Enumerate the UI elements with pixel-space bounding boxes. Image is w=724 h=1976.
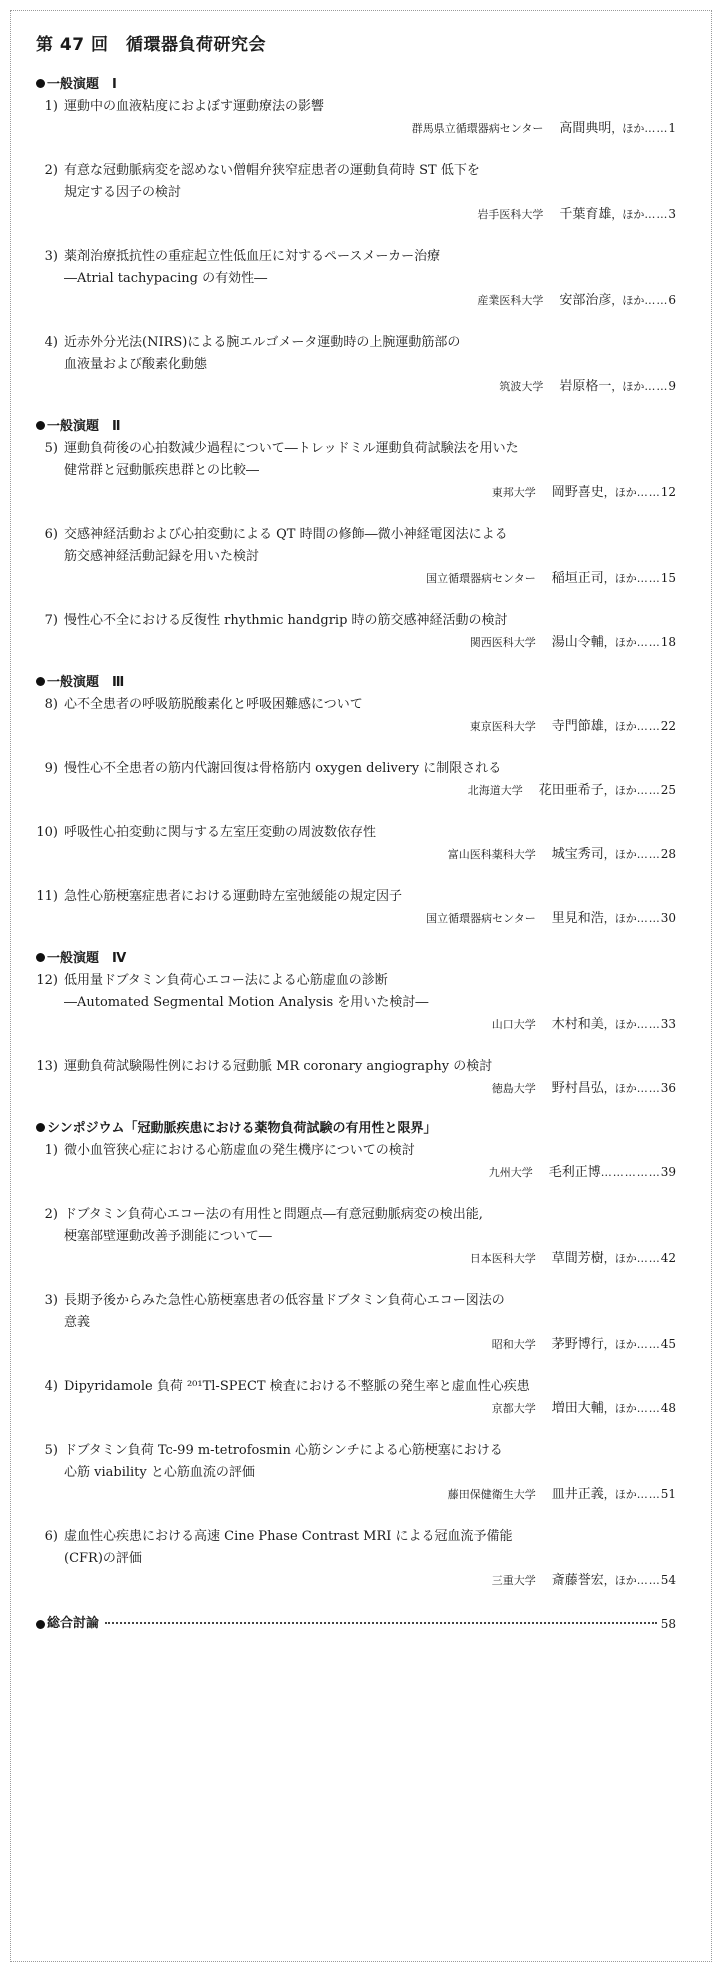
author-name: 増田大輔 [551,1401,604,1416]
entry-title-text: 交感神経活動および心拍変動による QT 時間の修飾―微小神経電図法による [64,527,508,542]
entry-title-continuation [36,460,688,482]
entry-reference [36,1334,688,1354]
entry-title-line [36,1290,688,1312]
entry-reference [36,1248,688,1268]
entry-title-text: 呼吸性心拍変動に関与する左室圧変動の周波数依存性 [64,825,377,840]
affiliation: 藤田保健衛生大学 [447,1488,536,1501]
page-number: 51 [660,1487,676,1501]
toc-section [36,418,688,652]
toc-entry [36,970,688,1034]
page-number: 48 [660,1401,676,1415]
leader-dots: …… [636,1252,661,1265]
toc-section [36,950,688,1098]
et-al-suffix: ，ほか [603,1402,637,1415]
toc-content [36,34,688,1634]
entry-title-text: 長期予後からみた急性心筋梗塞患者の低容量ドブタミン負荷心エコー図法の [64,1293,505,1308]
author-name: 茅野博行 [551,1337,604,1352]
affiliation: 筑波大学 [499,380,544,393]
entry-number: 9) [44,761,58,776]
entry-title-line [36,1204,688,1226]
entry-title-line [36,1440,688,1462]
et-al-suffix: ，ほか [603,784,637,797]
entry-reference [36,482,688,502]
toc-entry [36,1440,688,1504]
toc-entry [36,1526,688,1590]
entry-title-continuation [36,1462,688,1484]
leader-dots: …… [636,1082,661,1095]
affiliation: 山口大学 [491,1018,536,1031]
entry-reference [36,118,688,138]
page-number: 36 [660,1081,676,1095]
entry-reference [36,1484,688,1504]
leader-dots: …… [644,122,669,135]
et-al-suffix: ，ほか [603,1488,637,1501]
entry-number: 6) [44,527,58,542]
author-name: 高間典明 [559,121,612,136]
entry-title-text: ―Automated Segmental Motion Analysis を用いた検討― [64,995,429,1010]
entry-title-text: 薬剤治療抵抗性の重症起立性低血圧に対するペースメーカー治療 [64,249,441,264]
entry-reference [36,1014,688,1034]
leader-dots: …… [636,720,661,733]
entry-reference [36,568,688,588]
entry-reference [36,1162,688,1182]
toc-entry [36,886,688,928]
entry-title-text: 規定する因子の検討 [64,185,182,200]
entry-title-line [36,1376,688,1398]
entry-number: 3) [44,1293,58,1308]
affiliation: 九州大学 [488,1166,533,1179]
author-name: 千葉育雄 [559,207,612,222]
section-heading [36,674,688,692]
affiliation: 東邦大学 [491,486,536,499]
entry-title-text: 血液量および酸素化動態 [64,357,208,372]
entry-title-line [36,886,688,908]
entry-title-text: 虚血性心疾患における高速 Cine Phase Contrast MRI による冠血流予備能 [64,1529,513,1544]
entry-title-line [36,822,688,844]
et-al-suffix: ，ほか [603,636,637,649]
toc-entry [36,96,688,138]
entry-title-text: 運動負荷試験陽性例における冠動脈 MR coronary angiography の検討 [64,1059,493,1074]
et-al-suffix: ，ほか [603,572,637,585]
entry-title-line [36,1526,688,1548]
author-name: 岡野喜史 [551,485,604,500]
bullet-icon [36,79,45,88]
page-number: 3 [668,207,676,221]
entry-number: 2) [44,1207,58,1222]
affiliation: 国立循環器病センター [426,572,536,585]
page-number: 28 [660,847,676,861]
author-name: 岩原格一 [559,379,612,394]
page-number: 45 [660,1337,676,1351]
entry-reference [36,290,688,310]
entry-number: 4) [44,335,58,350]
entry-number: 13) [36,1059,58,1074]
leader-dots: …… [636,1488,661,1501]
page-number: 54 [660,1573,676,1587]
entry-title-text: 梗塞部壁運動改善予測能について― [64,1229,272,1244]
affiliation: 岩手医科大学 [477,208,544,221]
et-al-suffix: ，ほか [603,1338,637,1351]
affiliation: 富山医科薬科大学 [447,848,536,861]
affiliation: 関西医科大学 [469,636,536,649]
author-name: 里見和浩 [551,911,604,926]
page-number: 39 [660,1165,676,1179]
et-al-suffix: ，ほか [603,486,637,499]
entry-title-continuation [36,182,688,204]
leader-dots: …… [644,208,669,221]
toc-entry [36,332,688,396]
et-al-suffix: ，ほか [611,380,645,393]
entry-title-continuation [36,354,688,376]
entry-reference [36,1078,688,1098]
author-name: 寺門節雄 [551,719,604,734]
author-name: 野村昌弘 [551,1081,604,1096]
toc-entry [36,1204,688,1268]
entry-number: 5) [44,441,58,456]
entry-title-text: 慢性心不全における反復性 rhythmic handgrip 時の筋交感神経活動の検討 [64,613,508,628]
entry-title-text: 筋交感神経活動記録を用いた検討 [64,549,260,564]
entry-number: 12) [36,973,58,988]
entry-title-text: 心不全患者の呼吸筋脱酸素化と呼吸困難感について [64,697,363,712]
entry-title-text: 微小血管狭心症における心筋虚血の発生機序についての検討 [64,1143,415,1158]
section-heading-text: 一般演題 Ⅳ [47,951,127,966]
entry-title-continuation [36,268,688,290]
toc-entry [36,246,688,310]
entry-title-line [36,694,688,716]
leader-dots: …… [636,636,661,649]
entry-title-line [36,610,688,632]
toc-entry [36,524,688,588]
entry-title-text: (CFR)の評価 [64,1551,142,1566]
page-number: 33 [660,1017,676,1031]
affiliation: 日本医科大学 [469,1252,536,1265]
author-name: 花田亜希子 [538,783,604,798]
entry-title-text: 運動中の血液粘度におよぼす運動療法の影響 [64,99,325,114]
et-al-suffix: ，ほか [603,912,637,925]
leader-dots: …………… [600,1166,661,1179]
toc-entry [36,694,688,736]
et-al-suffix: ，ほか [611,208,645,221]
entry-title-text: 心筋 viability と心筋血流の評価 [64,1465,255,1480]
page-number: 30 [660,911,676,925]
section-heading [36,418,688,436]
page-number: 22 [660,719,676,733]
entry-reference [36,716,688,736]
entry-title-line [36,1056,688,1078]
entry-title-text: 慢性心不全患者の筋内代謝回復は骨格筋内 oxygen delivery に制限される [64,761,502,776]
entry-number: 3) [44,249,58,264]
et-al-suffix: ，ほか [603,1252,637,1265]
page-number: 15 [660,571,676,585]
toc-entry [36,1290,688,1354]
page-title: 第 47 回 循環器負荷研究会 [36,35,266,55]
bullet-icon [36,1123,45,1132]
section-heading-text: 一般演題 Ⅰ [47,77,117,92]
entry-number: 11) [36,889,58,904]
entry-title-text: 有意な冠動脈病変を認めない僧帽弁狭窄症患者の運動負荷時 ST 低下を [64,163,480,178]
bullet-icon [36,953,45,962]
toc-section [36,1120,688,1590]
entry-title-line [36,332,688,354]
page-number: 18 [660,635,676,649]
entry-number: 4) [44,1379,58,1394]
author-name: 木村和美 [551,1017,604,1032]
bullet-icon [36,677,45,686]
entry-title-text: Dipyridamole 負荷 ²⁰¹Tl-SPECT 検査における不整脈の発生率と虚血性心疾患 [64,1379,530,1394]
entry-title-text: 運動負荷後の心拍数減少過程について―トレッドミル運動負荷試験法を用いた [64,441,519,456]
entry-title-text: ドブタミン負荷 Tc-99 m-tetrofosmin 心筋シンチによる心筋梗塞における [64,1443,503,1458]
entry-reference [36,376,688,396]
section-heading-text: 一般演題 Ⅲ [47,675,125,690]
bullet-icon [36,421,45,430]
general-discussion-page: 58 [660,1617,676,1631]
section-heading [36,76,688,94]
leader-dots: …… [636,572,661,585]
general-discussion-row [36,1614,688,1634]
section-heading-text: シンポジウム「冠動脈疾患における薬物負荷試験の有用性と限界」 [47,1121,437,1136]
author-name: 安部治彦 [559,293,612,308]
section-heading-text: 一般演題 Ⅱ [47,419,121,434]
toc-section [36,76,688,396]
entry-reference [36,844,688,864]
entry-title-text: ドブタミン負荷心エコー法の有用性と問題点―有意冠動脈病変の検出能, [64,1207,483,1222]
entry-reference [36,204,688,224]
et-al-suffix: ，ほか [603,1574,637,1587]
general-discussion-label: 総合討論 [47,1616,100,1631]
et-al-suffix: ，ほか [611,294,645,307]
leader-dots: …… [636,848,661,861]
section-heading [36,950,688,968]
entry-reference [36,1570,688,1590]
entry-title-text: 低用量ドブタミン負荷心エコー法による心筋虚血の診断 [64,973,388,988]
author-name: 稲垣正司 [551,571,604,586]
entry-title-text: 急性心筋梗塞症患者における運動時左室弛緩能の規定因子 [64,889,403,904]
author-name: 毛利正博 [548,1165,601,1180]
toc-entry [36,1376,688,1418]
page-number: 6 [668,293,676,307]
affiliation: 国立循環器病センター [426,912,536,925]
leader-dots: …… [636,1338,661,1351]
affiliation: 京都大学 [491,1402,536,1415]
entry-title-continuation [36,1548,688,1570]
toc-entry [36,438,688,502]
entry-number: 8) [44,697,58,712]
page-number: 1 [668,121,676,135]
entry-title-text: ―Atrial tachypacing の有効性― [64,271,268,286]
entry-number: 10) [36,825,58,840]
entry-number: 1) [44,1143,58,1158]
toc-section [36,674,688,928]
entry-title-line [36,970,688,992]
toc-entry [36,610,688,652]
entry-title-line [36,160,688,182]
entry-reference [36,1398,688,1418]
entry-number: 6) [44,1529,58,1544]
leader-dots: …… [636,1018,661,1031]
toc-entry [36,822,688,864]
affiliation: 昭和大学 [491,1338,536,1351]
et-al-suffix: ，ほか [603,848,637,861]
entry-number: 7) [44,613,58,628]
entry-title-line [36,758,688,780]
entry-title-continuation [36,1312,688,1334]
entry-number: 1) [44,99,58,114]
leader-dots: …… [636,486,661,499]
author-name: 草間芳樹 [551,1251,604,1266]
page-number: 25 [660,783,676,797]
author-name: 湯山令輔 [551,635,604,650]
affiliation: 北海道大学 [467,784,523,797]
leader-dots: …… [644,294,669,307]
leader-dots: …… [636,912,661,925]
entry-title-text: 意義 [64,1315,91,1330]
entry-title-line [36,438,688,460]
entry-number: 2) [44,163,58,178]
et-al-suffix: ，ほか [603,1082,637,1095]
bullet-icon [36,1620,45,1629]
affiliation: 群馬県立循環器病センター [411,122,544,135]
page-number: 12 [660,485,676,499]
et-al-suffix: ，ほか [603,1018,637,1031]
entry-title-line [36,1140,688,1162]
et-al-suffix: ，ほか [611,122,645,135]
entry-title-line [36,96,688,118]
entry-reference [36,632,688,652]
leader-dots: …… [636,784,661,797]
leader-dots [105,1622,657,1624]
entry-title-continuation [36,1226,688,1248]
leader-dots: …… [644,380,669,393]
toc-entry [36,758,688,800]
toc-entry [36,1140,688,1182]
author-name: 斎藤誉宏 [551,1573,604,1588]
entry-title-text: 健常群と冠動脈疾患群との比較― [64,463,260,478]
author-name: 皿井正義 [551,1487,604,1502]
entry-reference [36,908,688,928]
affiliation: 産業医科大学 [477,294,544,307]
page-number: 42 [660,1251,676,1265]
leader-dots: …… [636,1574,661,1587]
entry-reference [36,780,688,800]
toc-entry [36,1056,688,1098]
leader-dots: …… [636,1402,661,1415]
affiliation: 三重大学 [491,1574,536,1587]
affiliation: 徳島大学 [491,1082,536,1095]
section-heading [36,1120,688,1138]
toc-entry [36,160,688,224]
entry-number: 5) [44,1443,58,1458]
entry-title-line [36,524,688,546]
et-al-suffix: ，ほか [603,720,637,733]
entry-title-continuation [36,992,688,1014]
entry-title-text: 近赤外分光法(NIRS)による腕エルゴメータ運動時の上腕運動筋部の [64,335,461,350]
affiliation: 東京医科大学 [469,720,536,733]
page-number: 9 [668,379,676,393]
entry-title-continuation [36,546,688,568]
entry-title-line [36,246,688,268]
author-name: 城宝秀司 [551,847,604,862]
toc-sections [36,76,688,1590]
